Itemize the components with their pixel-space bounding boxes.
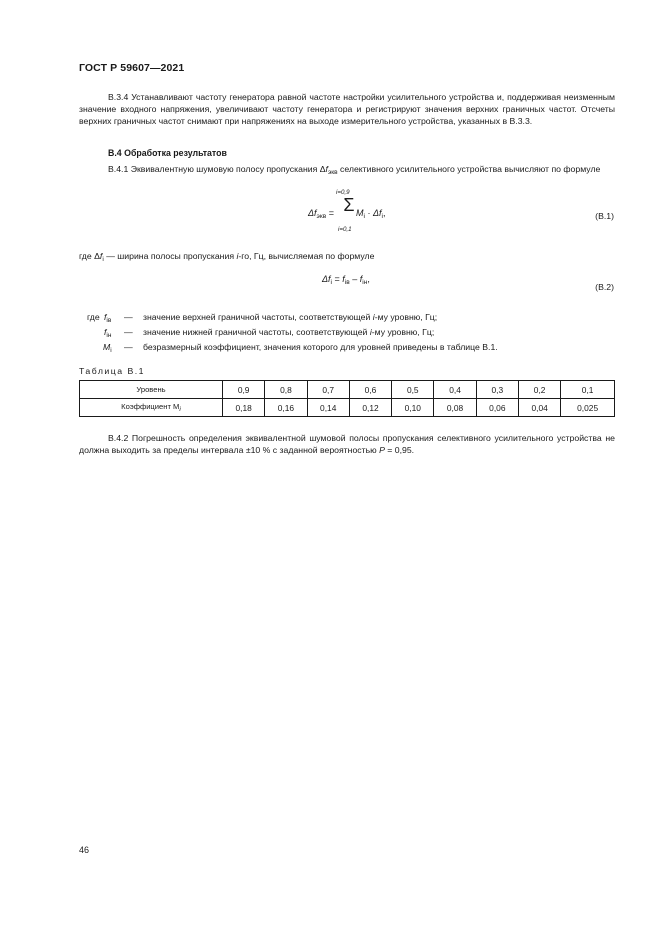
subscript: iн <box>106 332 112 339</box>
limit-text: i=0,1 <box>338 226 352 233</box>
table-cell: 0,18 <box>223 399 265 417</box>
table-cell: 0,3 <box>476 381 518 399</box>
text-fragment: -му уровню, Гц; <box>374 312 438 322</box>
table-cell: 0,5 <box>392 381 434 399</box>
table-cell: 0,6 <box>349 381 391 399</box>
formula-symbol: Δf <box>372 208 382 218</box>
formula-symbol: Δf <box>322 274 331 284</box>
table-cell: 0,9 <box>223 381 265 399</box>
formula-symbol: M <box>356 208 364 218</box>
subscript: i <box>363 213 365 220</box>
text-fragment: значение верхней граничной частоты, соответствующей <box>143 312 373 322</box>
section-heading-b4: В.4 Обработка результатов <box>108 148 227 158</box>
symbol-f: f <box>99 251 103 261</box>
table-cell: 0,4 <box>434 381 476 399</box>
legend-text <box>143 327 434 337</box>
subscript: iв <box>106 317 112 324</box>
text-fragment: В.4.2 Погрешность определения эквивалентной шумовой полосы пропускания селективного усилительного устройства не должна выходить за пределы интервала ±10 % с заданной вероятностью <box>79 433 615 455</box>
subscript: i <box>102 256 104 263</box>
subscript: экв <box>316 213 327 220</box>
symbol-i: i <box>369 327 372 337</box>
minus-sign: – <box>352 274 358 284</box>
legend-dash: — <box>124 327 133 337</box>
document-code-header: ГОСТ Р 59607—2021 <box>79 62 185 74</box>
paragraph-b4-2 <box>79 432 615 456</box>
formula-symbol: f <box>359 274 363 284</box>
text-fragment: — ширина полосы пропускания <box>103 251 237 261</box>
symbol: f <box>104 327 107 337</box>
symbol-i: i <box>236 251 239 261</box>
formula-b2 <box>322 274 370 286</box>
text-fragment: -го, Гц, вычисляемая по формуле <box>238 251 375 261</box>
symbol-f: f <box>325 164 328 174</box>
table-cell: 0,04 <box>518 399 560 417</box>
equation-number-b2: (В.2) <box>595 282 614 292</box>
paragraph-b3-4: В.3.4 Устанавливают частоту генератора равной частоте настройки усилительного устройства и, поддерживая неизменным значение входного напряжения, увеличивают частоту генератора и регистрируют значения верхних граничных частот. Отсчеты верхних граничных частот снимают при напряжениях на выходе измерительного устройства, указанных в В.3.3. <box>79 92 615 126</box>
table-cell: 0,2 <box>518 381 560 399</box>
table-cell: 0,10 <box>392 399 434 417</box>
legend-symbol <box>103 342 112 354</box>
table-cell: 0,8 <box>265 381 307 399</box>
formula-b1-rhs <box>356 208 386 220</box>
legend-prefix: где <box>87 312 100 322</box>
text-fragment: = 0,95. <box>384 445 415 455</box>
symbol: M <box>103 342 111 352</box>
symbol-p: P <box>379 445 385 455</box>
legend-text: безразмерный коэффициент, значения которого для уровней приведены в таблице В.1. <box>143 342 498 352</box>
where-clause-1 <box>79 250 615 266</box>
label-text: Коэффициент M <box>121 402 180 411</box>
paragraph-b4-1 <box>79 163 615 179</box>
equals-sign: = <box>334 274 340 284</box>
table-cell: 0,16 <box>265 399 307 417</box>
table-row <box>80 399 615 417</box>
table-cell: 0,06 <box>476 399 518 417</box>
sum-lower-limit <box>338 226 352 233</box>
text-fragment: где Δ <box>79 251 100 261</box>
subscript: i <box>179 406 181 413</box>
table-cell: 0,14 <box>307 399 349 417</box>
table-cell: 0,7 <box>307 381 349 399</box>
formula-symbol: f <box>342 274 345 284</box>
subscript: iн <box>362 279 368 286</box>
formula-symbol: Δf <box>308 208 317 218</box>
sum-sign: Σ <box>343 195 355 215</box>
table-cell: 0,025 <box>561 399 615 417</box>
legend-text <box>143 312 437 322</box>
text-fragment: значение нижней граничной частоты, соответствующей <box>143 327 370 337</box>
table-title: Таблица В.1 <box>79 366 146 376</box>
equation-number-b1: (В.1) <box>595 211 614 221</box>
symbol: f <box>104 312 107 322</box>
subscript: экв <box>327 169 338 176</box>
row-label-coefficient <box>80 399 223 417</box>
dot-operator: · <box>367 208 371 218</box>
limit-text: i=0,9 <box>336 189 350 196</box>
formula-b1-lhs <box>308 208 334 220</box>
page-number: 46 <box>79 845 90 855</box>
legend-dash: — <box>124 312 133 322</box>
table-cell: 0,1 <box>561 381 615 399</box>
row-label-level: Уровень <box>80 381 223 399</box>
punctuation: , <box>367 274 370 284</box>
coefficient-table <box>79 380 615 417</box>
text-fragment: -му уровню, Гц; <box>371 327 435 337</box>
text-fragment: селективного усилительного устройства вычисляют по формуле <box>337 164 601 174</box>
punctuation: , <box>382 208 386 218</box>
table-row <box>80 381 615 399</box>
legend-symbol <box>104 327 111 339</box>
table-cell: 0,12 <box>349 399 391 417</box>
legend-dash: — <box>124 342 133 352</box>
legend-symbol <box>104 312 111 324</box>
equals-sign: = <box>328 208 334 218</box>
subscript: i <box>381 213 383 220</box>
text-fragment: В.4.1 Эквивалентную шумовую полосу пропускания Δ <box>108 164 326 174</box>
subscript: i <box>110 347 112 354</box>
table-cell: 0,08 <box>434 399 476 417</box>
subscript: i <box>330 279 332 286</box>
subscript: iв <box>344 279 350 286</box>
symbol-i: i <box>372 312 375 322</box>
